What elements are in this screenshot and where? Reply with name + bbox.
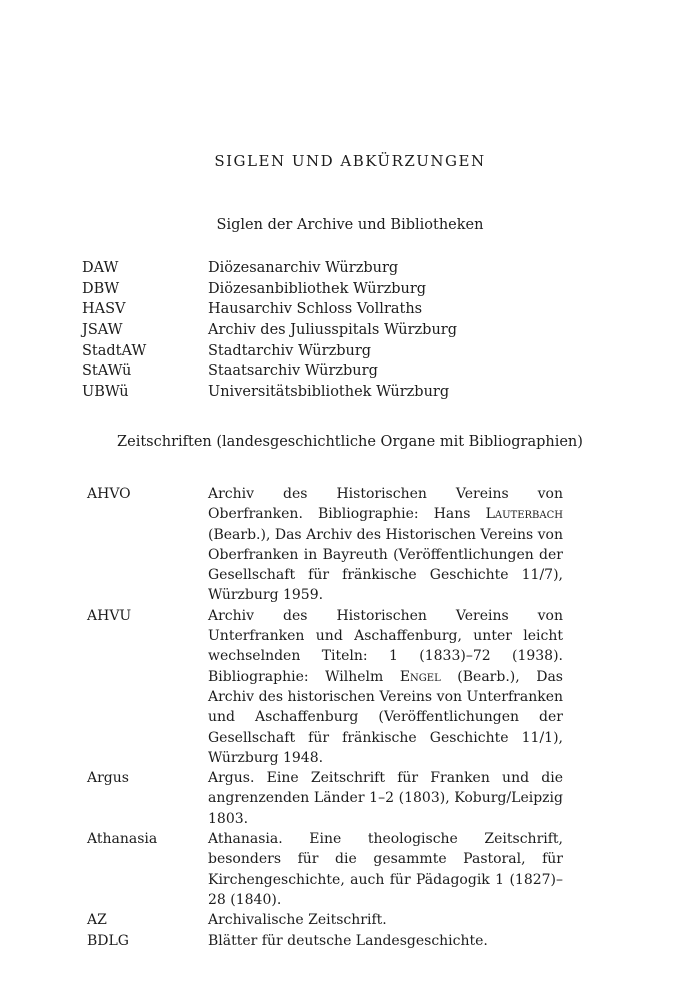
list-item: [82, 279, 602, 300]
sigle: AHVU: [87, 607, 132, 624]
sigle: BDLG: [87, 932, 129, 949]
description-text: Argus. Eine Zeitschrift für Franken und die angrenzenden Länder 1–2 (1803), Koburg/Leipzig 1803.: [208, 770, 563, 827]
periodical-description: [208, 910, 563, 930]
description-text: Blätter für deutsche Landesgeschichte.: [208, 932, 488, 949]
periodical-description: [208, 606, 563, 768]
description-text: (Bearb.), Das Archiv des Historischen Vereins von Oberfranken in Bayreuth (Veröffentlichungen der Gesellschaft für fränkische Geschichte 11/7), Würzburg 1959.: [208, 526, 563, 604]
sigle: StAWü: [82, 363, 132, 380]
periodicals-heading: Zeitschriften (landesgeschichtliche Organe mit Bibliographien): [117, 434, 583, 450]
archives-heading: Siglen der Archive und Bibliotheken: [216, 217, 484, 233]
list-item: [82, 299, 602, 320]
author-name: Engel: [399, 668, 441, 685]
list-item: [82, 258, 602, 279]
description-text: (Bearb.), Das Archiv des historischen Vereins von Unterfranken und Aschaffenburg (Veröffentlichungen der Gesellschaft für fränkische Geschichte 11/1), Würzburg 1948.: [208, 668, 563, 766]
periodical-description: [208, 768, 563, 829]
list-item: [87, 768, 563, 829]
archive-name: Hausarchiv Schloss Vollraths: [208, 301, 423, 318]
sigle: DAW: [82, 260, 119, 276]
archive-name: Universitätsbibliothek Würzburg: [208, 384, 450, 401]
description-text: Archivalische Zeitschrift.: [208, 912, 387, 929]
sigle: Argus: [87, 770, 129, 787]
list-item: [82, 361, 602, 382]
sigle: Athanasia: [87, 831, 158, 848]
archives-list: [82, 258, 602, 403]
periodical-description: [208, 829, 563, 910]
archive-name: Stadtarchiv Würzburg: [208, 342, 372, 359]
periodicals-list: [87, 484, 563, 951]
author-name: Lauterbach: [485, 506, 563, 523]
sigle: DBW: [82, 280, 120, 297]
list-item: [87, 484, 563, 606]
archive-name: Staatsarchiv Würzburg: [208, 363, 378, 380]
list-item: [87, 910, 563, 930]
sigle: StadtAW: [82, 342, 147, 359]
description-text: Athanasia. Eine theologische Zeitschrift, besonders für die gesammte Pastoral, für Kirchengeschichte, auch für Pädagogik 1 (1827)–28 (1840).: [208, 831, 563, 908]
page-title: SIGLEN UND ABKÜRZUNGEN: [214, 152, 486, 170]
archive-name: Archiv des Juliusspitals Würzburg: [208, 322, 457, 339]
archive-name: Diözesanarchiv Würzburg: [208, 260, 399, 276]
sigle: JSAW: [82, 322, 123, 339]
sigle: AZ: [87, 912, 107, 929]
sigle: AHVO: [87, 486, 131, 502]
list-item: [87, 829, 563, 910]
archive-name: Diözesanbibliothek Würzburg: [208, 280, 427, 297]
periodical-description: [208, 484, 563, 606]
description-text: Archiv des Historischen Vereins von Unterfranken und Aschaffenburg, unter leicht wechselnden Titeln: 1 (1833)–72 (1938). Bibliographie: Wilhelm: [208, 607, 563, 685]
description-text: Archiv des Historischen Vereins von Oberfranken. Bibliographie: Hans: [208, 486, 563, 523]
list-item: [87, 606, 563, 768]
sigle: UBWü: [82, 384, 129, 401]
list-item: [82, 382, 602, 403]
sigle: HASV: [82, 301, 126, 318]
list-item: [82, 341, 602, 362]
periodical-description: [208, 931, 563, 951]
list-item: [87, 931, 563, 951]
list-item: [82, 320, 602, 341]
